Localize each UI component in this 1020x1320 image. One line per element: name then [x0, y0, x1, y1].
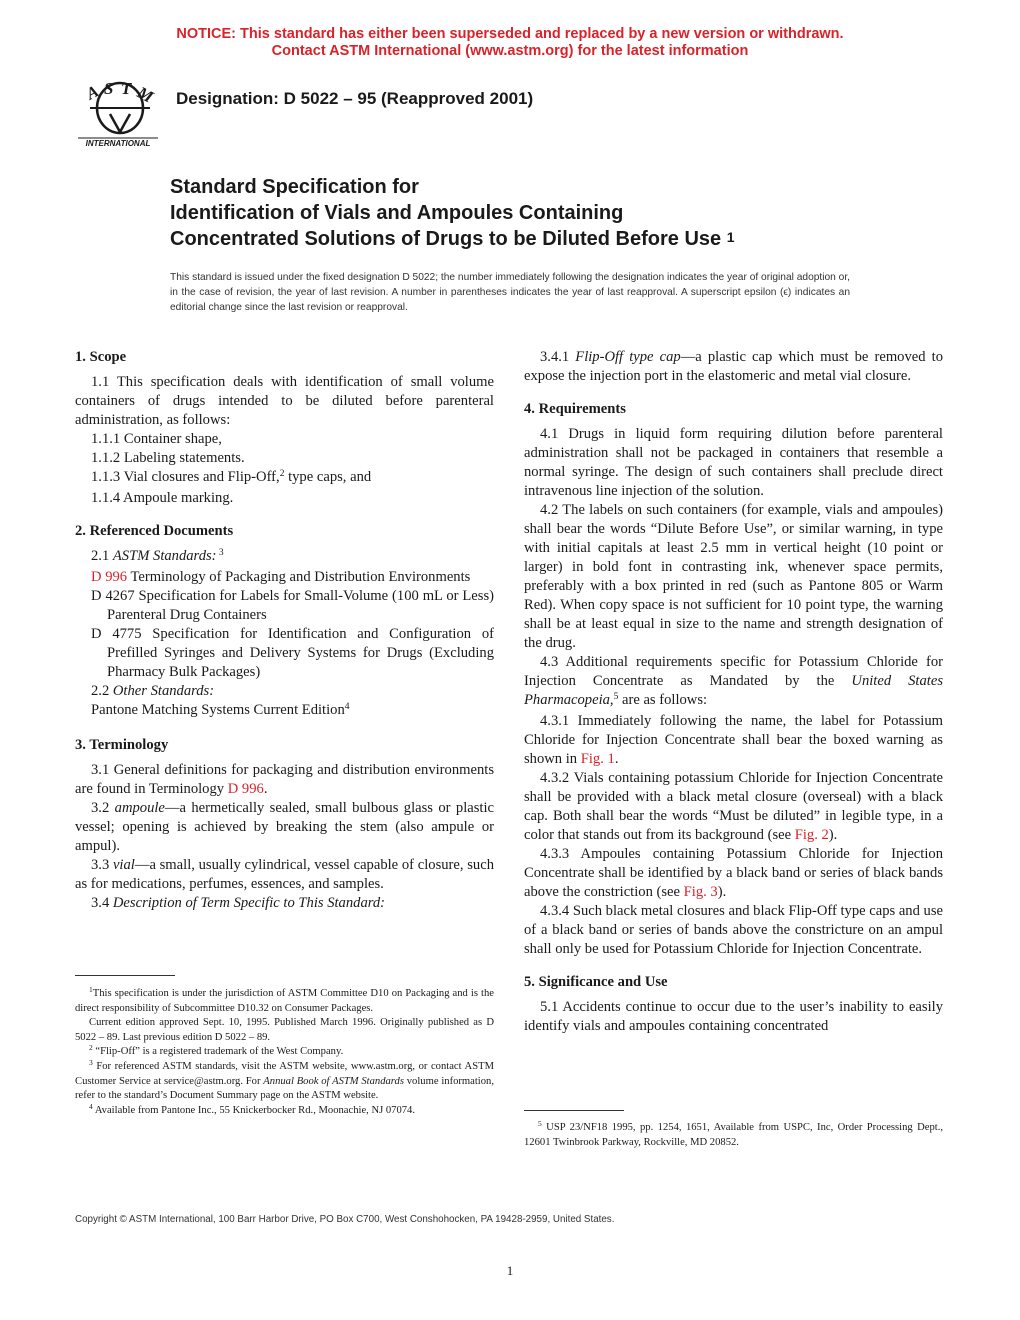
para-2-1-num: 2.1: [91, 548, 113, 564]
term-flip-off-cap: Flip-Off type cap: [575, 349, 681, 365]
footnote-2-mark: 2: [89, 1043, 93, 1053]
footnotes-right: [524, 1121, 943, 1150]
usp-reference: United States Pharmacopeia,: [524, 673, 944, 708]
para-4-3-2-text: 4.3.2 Vials containing potassium Chloride for Injection Concentrate shall be provided with a black metal closure (overseal) with a black cap. Both shall bear the words “Must be diluted” in legible type, in a color that stands out from its background (see: [524, 770, 943, 843]
reference-d996: [75, 568, 494, 587]
footnote-5-text: USP 23/NF18 1995, pp. 1254, 1651, Available from USPC, Inc, Order Processing Dept., 12601 Twinbrook Parkway, Rockville, MD 20852.: [524, 1122, 943, 1148]
footnote-ref-4: 4: [344, 702, 350, 712]
para-3-3-num: 3.3: [91, 857, 113, 873]
para-3-1-text: 3.1 General definitions for packaging and distribution environments are found in Terminology: [75, 762, 494, 797]
para-4-3: [524, 653, 943, 712]
footnote-ref-3: 3: [216, 548, 224, 558]
logo-letter-a: A: [82, 81, 102, 104]
footnote-ref-5: 5: [613, 692, 619, 702]
reference-pantone-text: Pantone Matching Systems Current Edition: [91, 702, 345, 718]
para-3-4-title: Description of Term Specific to This Standard:: [112, 895, 386, 911]
title-line-3-text: Concentrated Solutions of Drugs to be Diluted Before Use: [170, 228, 722, 250]
withdrawal-notice: [0, 26, 1020, 60]
footnote-4-mark: 4: [89, 1101, 93, 1111]
designation: Designation: D 5022 – 95 (Reapproved 2001): [176, 89, 534, 108]
logo-caption: INTERNATIONAL: [85, 139, 151, 148]
footnote-2-text: “Flip-Off” is a registered trademark of the West Company.: [92, 1046, 344, 1058]
astm-logo-icon: [76, 74, 160, 150]
section-4-heading: 4. Requirements: [524, 401, 626, 417]
footnote-rule-left: [75, 975, 175, 976]
term-vial: vial: [112, 857, 135, 873]
para-4-3-1: [524, 712, 943, 769]
document-title: [170, 174, 930, 253]
para-3-4: [75, 894, 494, 913]
para-4-3-text: 4.3 Additional requirements specific for Potassium Chloride for Injection Concentrate as Mandated by the: [524, 654, 943, 689]
reference-d4267: D 4267 Specification for Labels for Small-Volume (100 mL or Less) Parenteral Drug Containers: [91, 588, 494, 623]
title-line-3: [170, 226, 930, 253]
para-4-3-3: [524, 845, 943, 902]
title-line-1: Standard Specification for: [170, 176, 419, 198]
footnote-5-mark: 5: [538, 1119, 542, 1128]
reference-pantone: [75, 701, 494, 722]
footnote-ref-2: 2: [279, 469, 285, 479]
logo-letter-s: S: [104, 79, 114, 98]
left-column: [75, 348, 494, 913]
para-4-3-3-tail: ).: [717, 884, 727, 900]
para-2-2: [75, 682, 494, 701]
para-3-3: [75, 856, 494, 894]
para-3-2: [75, 799, 494, 856]
footnote-1b: Current edition approved Sept. 10, 1995. Published March 1996. Originally published as D 5022 – 89. Last previous edition D 5022 – 89.: [75, 1017, 494, 1043]
footnote-3-text: For referenced ASTM standards, visit the ASTM website, www.astm.org, or contact ASTM Customer Service at service@astm.org. For: [75, 1060, 494, 1087]
para-2-2-num: 2.2: [91, 683, 113, 699]
right-column: [524, 348, 943, 1036]
para-3-2-def: —a hermetically sealed, small bulbous glass or plastic vessel; opening is achieved by breaking the stem (also ampule or ampul).: [75, 800, 495, 854]
term-ampoule: ampoule: [114, 800, 165, 816]
para-4-3-3-text: 4.3.3 Ampoules containing Potassium Chloride for Injection Concentrate shall be identified by a black band or series of black bands above the constriction (see: [524, 846, 943, 900]
fig-2-link[interactable]: Fig. 2: [794, 827, 829, 843]
para-1-1-2: 1.1.2 Labeling statements.: [91, 450, 245, 466]
title-footnote-mark: 1: [726, 229, 735, 245]
logo-letter-t: T: [121, 79, 132, 98]
footnote-5: [524, 1121, 943, 1150]
section-3-heading: 3. Terminology: [75, 737, 169, 753]
reference-d996-text: Terminology of Packaging and Distribution Environments: [127, 569, 471, 585]
section-1-heading: 1. Scope: [75, 349, 127, 365]
footnote-4-text: Available from Pantone Inc., 55 Knickerbocker Rd., Moonachie, NJ 07074.: [92, 1104, 415, 1116]
fig-1-link[interactable]: Fig. 1: [580, 751, 615, 767]
para-3-4-1-def: —a plastic cap which must be removed to expose the injection port in the elastomeric and metal vial closure.: [524, 349, 943, 384]
para-3-4-1: [524, 348, 943, 386]
para-4-3-1-tail: .: [614, 751, 619, 767]
para-1-1-3-tail: type caps, and: [284, 469, 372, 485]
para-4-1: 4.1 Drugs in liquid form requiring dilution before parenteral administration shall not be packaged in containers that resemble a normal syringe. The design of such containers shall preclude direct intravenous line injection of the solution.: [524, 426, 943, 499]
fig-3-link[interactable]: Fig. 3: [683, 884, 718, 900]
para-3-1-tail: .: [263, 781, 268, 797]
para-1-1-3-text: 1.1.3 Vial closures and Flip-Off,: [91, 469, 280, 485]
footnote-3-book: Annual Book of ASTM Standards: [263, 1075, 404, 1087]
footnote-rule-right: [524, 1110, 624, 1111]
astm-logo: [76, 74, 160, 150]
logo-letter-m: M: [134, 82, 157, 107]
footnote-1: [75, 987, 494, 1016]
title-line-2: Identification of Vials and Ampoules Containing: [170, 202, 624, 224]
para-4-3-4: 4.3.4 Such black metal closures and black Flip-Off type caps and use of a black band or series of bands above the constricture on an ampul shall only be used for Potassium Chloride for Injection Concentrate.: [524, 903, 943, 957]
footnotes-left: [75, 987, 494, 1118]
para-1-1-1: 1.1.1 Container shape,: [91, 431, 222, 447]
para-2-1-title: ASTM Standards:: [112, 548, 217, 564]
reference-d996-link[interactable]: D 996: [91, 569, 128, 585]
para-3-3-def: —a small, usually cylindrical, vessel capable of closure, such as for medications, perfumes, essences, and samples.: [75, 857, 494, 892]
para-1-1-3: [75, 468, 494, 489]
notice-line-1: NOTICE: This standard has either been superseded and replaced by a new version or withdrawn.: [176, 26, 844, 42]
para-3-4-num: 3.4: [91, 895, 113, 911]
footnote-3-tail: volume information, refer to the standard’s Document Summary page on the ASTM website.: [75, 1075, 494, 1102]
footnote-3: [75, 1057, 494, 1104]
para-3-4-1-num: 3.4.1: [540, 349, 576, 365]
para-2-2-title: Other Standards:: [112, 683, 215, 699]
para-4-2: 4.2 The labels on such containers (for example, vials and ampoules) shall bear the words “Dilute Before Use”, or similar warning, in type with initial capitals at least 2.5 mm in vertical height (10 point or larger) in bold font in contrasting ink, whenever space permits, preferably with a box printed in red (such as Pantone 805 or Warm Red). When copy space is not sufficient for 10 point type, the warning shall be at least equal in size to the name and strength designation of the drug.: [524, 502, 943, 651]
section-2-heading: 2. Referenced Documents: [75, 523, 234, 539]
para-4-3-1-text: 4.3.1 Immediately following the name, the label for Potassium Chloride for Injection Concentrate shall bear the boxed warning as shown in: [524, 713, 943, 767]
issued-note: This standard is issued under the fixed designation D 5022; the number immediately following the designation indicates the year of original adoption or, in the case of revision, the year of last revision. A number in parentheses indicates the year of last reapproval. A superscript epsilon (ϵ) indicates an editorial change since the last revision or reapproval.: [170, 272, 850, 313]
para-2-1: [75, 547, 494, 568]
para-4-3-2: [524, 769, 943, 845]
page-number: 1: [506, 1263, 514, 1278]
para-1-1: 1.1 This specification deals with identification of small volume containers of drugs intended to be diluted before parenteral administration, as follows:: [75, 374, 494, 428]
footnote-3-mark: 3: [89, 1057, 93, 1067]
footnote-2: [75, 1045, 494, 1060]
section-5-heading: 5. Significance and Use: [524, 974, 668, 990]
reference-d4775: D 4775 Specification for Identification and Configuration of Prefilled Syringes and Delivery Systems for Drugs (Excluding Pharmacy Bulk Packages): [91, 626, 494, 680]
footnote-1-mark: 1: [89, 985, 93, 994]
para-1-1-4: 1.1.4 Ampoule marking.: [91, 490, 234, 506]
footnote-1-text: This specification is under the jurisdiction of ASTM Committee D10 on Packaging and is the direct responsibility of Subcommittee D10.32 on Consumer Packages.: [75, 988, 494, 1014]
para-5-1: 5.1 Accidents continue to occur due to the user’s inability to easily identify vials and ampoules containing concentrated: [524, 999, 943, 1034]
para-4-3-tail: are as follows:: [618, 692, 708, 708]
notice-line-2: Contact ASTM International (www.astm.org) for the latest information: [271, 43, 749, 59]
para-3-1: [75, 761, 494, 799]
para-4-3-2-tail: ).: [828, 827, 838, 843]
para-3-2-num: 3.2: [91, 800, 115, 816]
copyright-line: Copyright © ASTM International, 100 Barr Harbor Drive, PO Box C700, West Conshohocken, PA 19428-2959, United States.: [75, 1214, 615, 1225]
footnote-4: [75, 1101, 494, 1119]
terminology-d996-link[interactable]: D 996: [227, 781, 264, 797]
